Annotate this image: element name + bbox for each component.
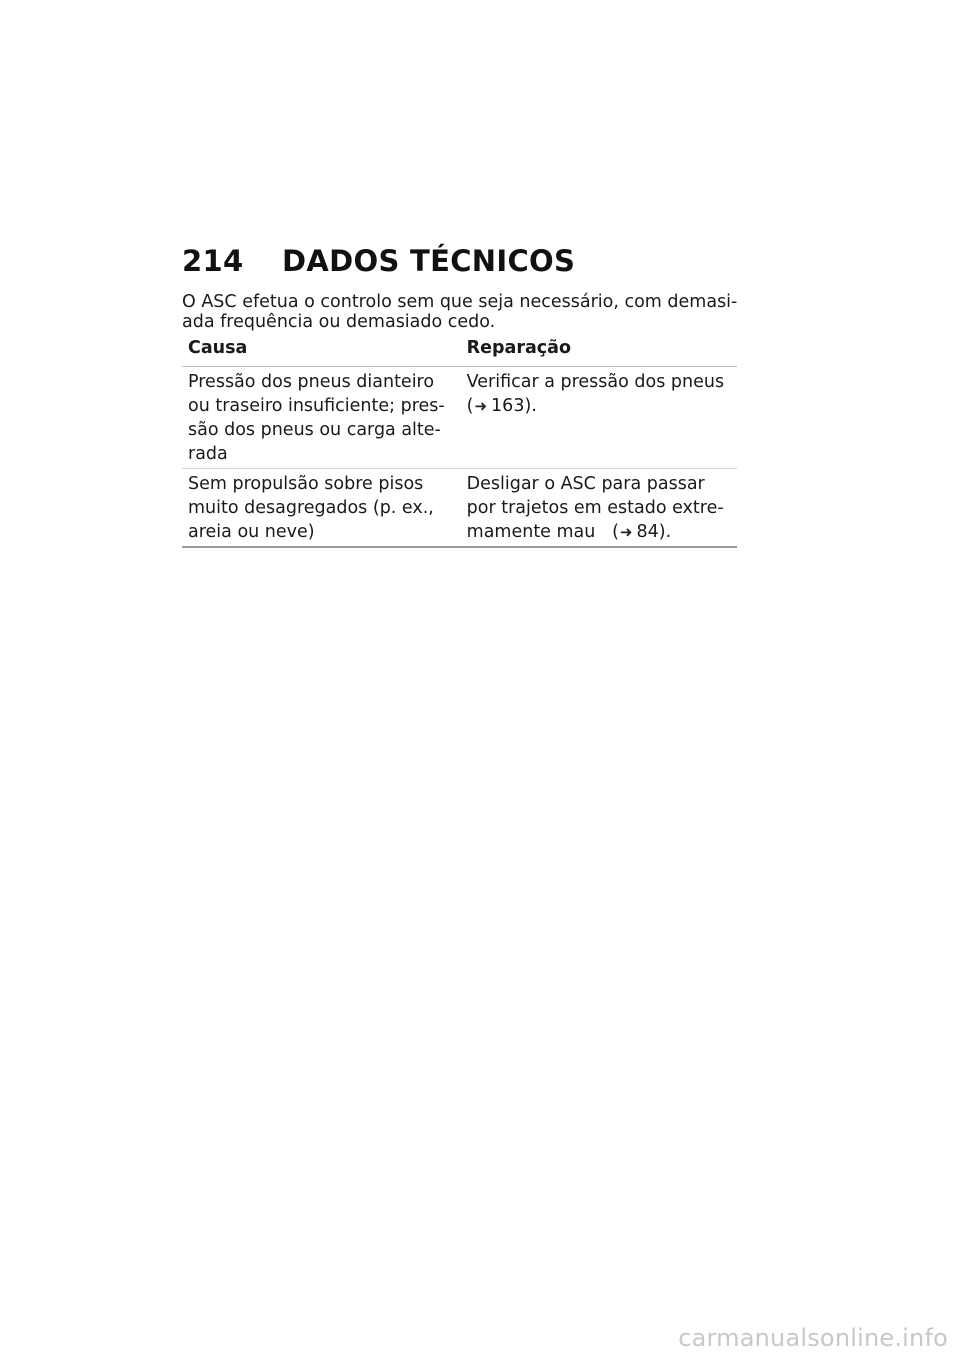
repair-cell bbox=[461, 469, 737, 548]
ref-open-paren: ( bbox=[612, 522, 619, 542]
arrow-right-icon: ➜ bbox=[474, 397, 488, 415]
cause-line: rada bbox=[188, 444, 228, 464]
page-reference[interactable] bbox=[467, 396, 537, 416]
page-number: 214 bbox=[182, 244, 244, 278]
page-reference[interactable] bbox=[612, 522, 671, 542]
column-header-repair: Reparação bbox=[461, 334, 737, 367]
repair-line: mamente mau bbox=[466, 522, 596, 542]
repair-line: por trajetos em estado extre- bbox=[466, 498, 724, 518]
cause-line: Pressão dos pneus dianteiro bbox=[188, 372, 435, 392]
watermark: carmanualsonline.info bbox=[678, 1324, 948, 1352]
page-header bbox=[182, 244, 575, 278]
cause-repair-table bbox=[182, 334, 737, 548]
repair-line: Desligar o ASC para passar bbox=[466, 474, 705, 494]
repair-line: Verificar a pressão dos pneus bbox=[466, 372, 725, 392]
ref-page-number: 163). bbox=[491, 396, 537, 416]
cause-line: muito desagregados (p. ex., bbox=[188, 498, 434, 518]
cause-cell bbox=[182, 367, 461, 469]
cause-line: ou traseiro insuficiente; pres- bbox=[188, 396, 445, 416]
intro-line-1: O ASC efetua o controlo sem que seja necessário, com demasi- bbox=[182, 292, 738, 312]
section-title: DADOS TÉCNICOS bbox=[282, 244, 576, 278]
table-row bbox=[182, 469, 737, 548]
intro-paragraph bbox=[182, 292, 742, 332]
table-row bbox=[182, 367, 737, 469]
ref-page-number: 84). bbox=[636, 522, 672, 542]
table-header-row bbox=[182, 334, 737, 367]
column-header-cause: Causa bbox=[182, 334, 461, 367]
cause-line: são dos pneus ou carga alte- bbox=[188, 420, 441, 440]
cause-line: Sem propulsão sobre pisos bbox=[188, 474, 424, 494]
repair-cell bbox=[461, 367, 737, 469]
cause-cell bbox=[182, 469, 461, 548]
ref-open-paren: ( bbox=[466, 396, 474, 416]
intro-line-2: ada frequência ou demasiado cedo. bbox=[182, 312, 496, 332]
arrow-right-icon: ➜ bbox=[619, 523, 633, 541]
cause-line: areia ou neve) bbox=[188, 522, 315, 542]
